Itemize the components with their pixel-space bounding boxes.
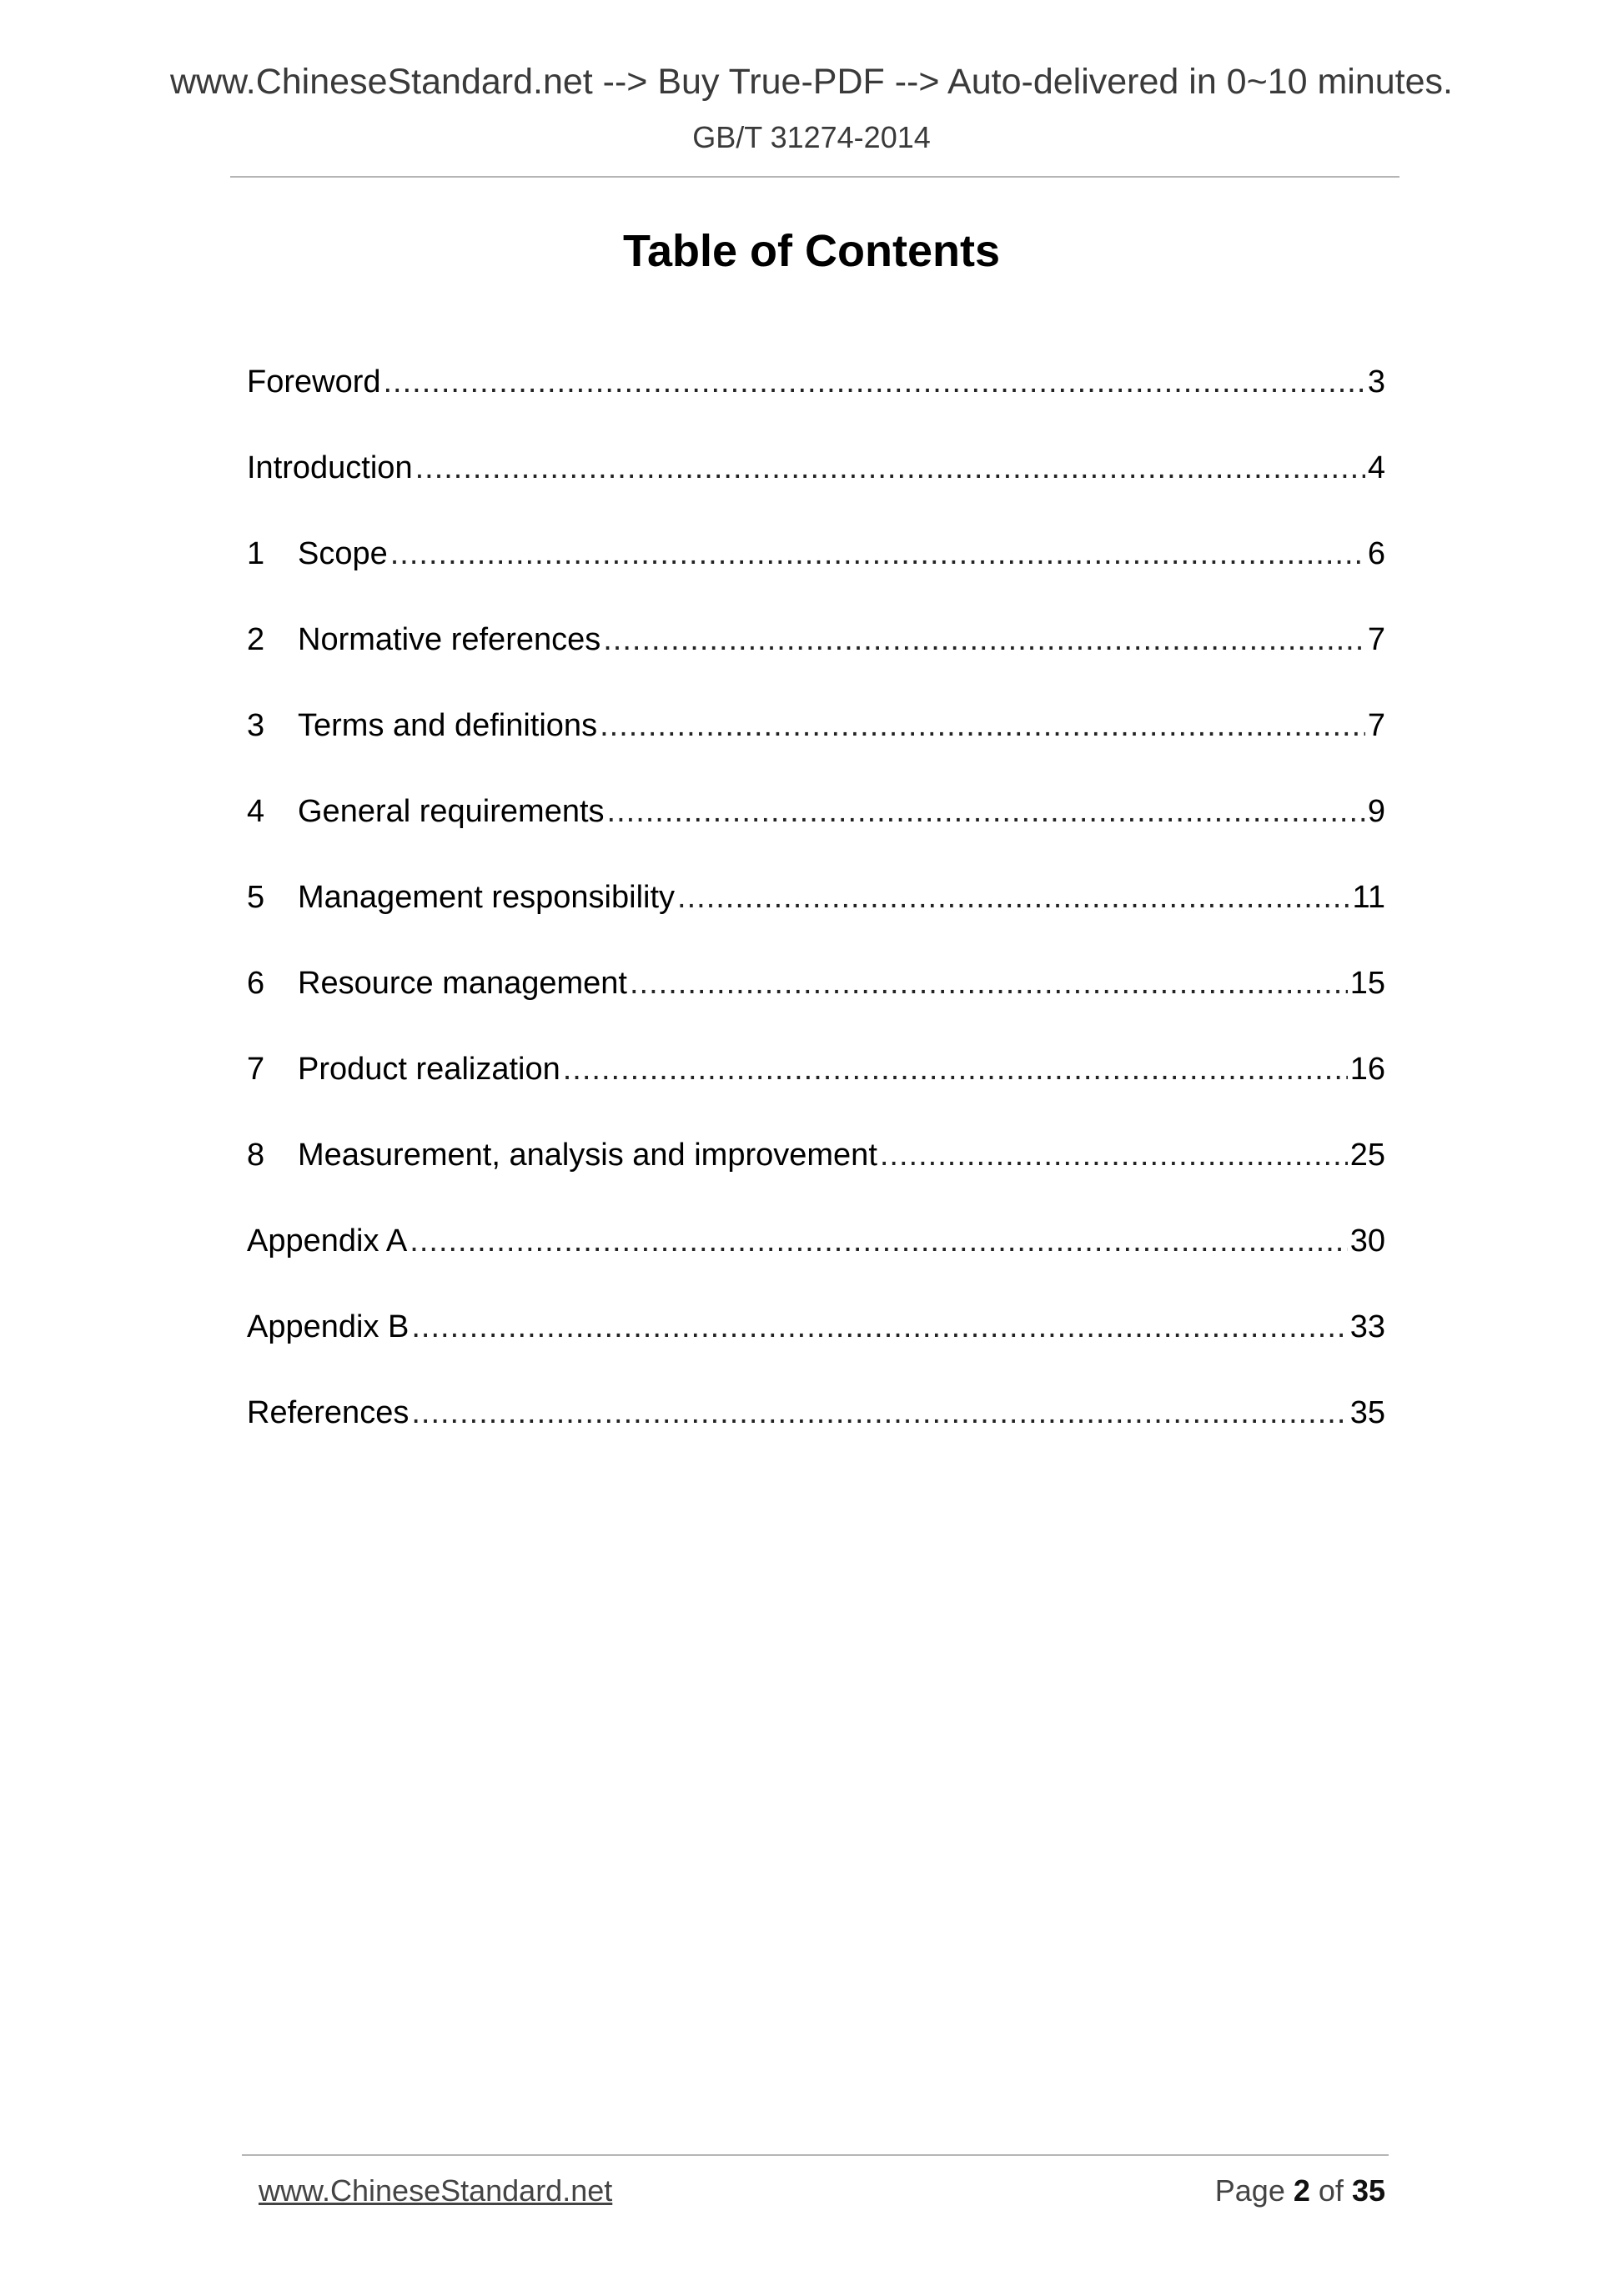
toc-entry-number: 7 (247, 1052, 265, 1087)
toc-entry-resource-management[interactable] (247, 960, 1385, 1046)
toc-entry-product-realization[interactable] (247, 1046, 1385, 1132)
toc-leader-dots (390, 530, 1365, 577)
toc-entry-label: Appendix B (247, 1309, 410, 1344)
toc-entry-page: 15 (1349, 966, 1385, 1001)
toc-entry-number: 4 (247, 794, 265, 829)
toc-leader-dots (677, 874, 1350, 921)
toc-entry-label: References (247, 1395, 410, 1430)
toc-entry-page: 6 (1367, 536, 1385, 571)
header-banner: www.ChineseStandard.net --> Buy True-PDF --> Auto-delivered in 0~10 minutes. (169, 62, 1453, 102)
toc-entry-page: 11 (1352, 880, 1385, 915)
toc-entry-normative-references[interactable] (247, 616, 1385, 702)
toc-entry-label: Scope (298, 536, 388, 571)
toc-entry-scope[interactable] (247, 530, 1385, 616)
toc-leader-dots (411, 1389, 1347, 1436)
toc-entry-foreword[interactable] (247, 359, 1385, 445)
toc-leader-dots (411, 1304, 1347, 1350)
toc-leader-dots (607, 788, 1365, 835)
toc-entry-page: 4 (1367, 450, 1385, 485)
page-prefix: Page (1214, 2173, 1285, 2208)
toc-entry-page: 3 (1367, 364, 1385, 399)
toc-leader-dots (603, 616, 1365, 663)
toc-entry-label: Foreword (247, 364, 381, 399)
total-page-count: 35 (1351, 2173, 1385, 2208)
toc-entry-number: 6 (247, 966, 265, 1001)
page-indicator (1215, 2173, 1385, 2208)
toc-entry-page: 35 (1349, 1395, 1385, 1430)
footer-divider (242, 2154, 1389, 2156)
toc-entry-introduction[interactable] (247, 445, 1385, 530)
toc-entry-page: 9 (1367, 794, 1385, 829)
toc-entry-number: 8 (247, 1138, 265, 1173)
table-of-contents (247, 359, 1385, 1475)
toc-entry-label: Introduction (247, 450, 413, 485)
toc-entry-page: 7 (1367, 622, 1385, 657)
toc-entry-page: 25 (1349, 1138, 1385, 1173)
toc-leader-dots (600, 702, 1365, 749)
header-divider (230, 176, 1399, 178)
toc-entry-label: Resource management (298, 966, 627, 1001)
standard-code: GB/T 31274-2014 (692, 120, 931, 154)
current-page-number: 2 (1293, 2173, 1310, 2208)
toc-entry-label: Normative references (298, 622, 601, 657)
toc-entry-page: 7 (1367, 708, 1385, 743)
toc-leader-dots (563, 1046, 1348, 1093)
toc-leader-dots (880, 1132, 1348, 1178)
toc-entry-appendix-a[interactable] (247, 1218, 1385, 1304)
toc-entry-references[interactable] (247, 1389, 1385, 1475)
toc-entry-label: Measurement, analysis and improvement (298, 1138, 877, 1173)
toc-entry-terms-and-definitions[interactable] (247, 702, 1385, 788)
toc-leader-dots (415, 445, 1365, 491)
toc-entry-page: 33 (1349, 1309, 1385, 1344)
toc-entry-general-requirements[interactable] (247, 788, 1385, 874)
toc-entry-number: 2 (247, 622, 265, 657)
toc-entry-appendix-b[interactable] (247, 1304, 1385, 1389)
toc-entry-number: 3 (247, 708, 265, 743)
toc-entry-page: 30 (1349, 1223, 1385, 1259)
toc-leader-dots (410, 1218, 1347, 1264)
footer-website-link[interactable]: www.ChineseStandard.net (259, 2173, 613, 2208)
toc-entry-label: Product realization (298, 1052, 560, 1087)
toc-entry-label: Management responsibility (298, 880, 676, 915)
toc-entry-page: 16 (1349, 1052, 1385, 1087)
toc-entry-number: 5 (247, 880, 265, 915)
toc-leader-dots (384, 359, 1365, 405)
toc-entry-number: 1 (247, 536, 265, 571)
toc-entry-label: Appendix A (247, 1223, 408, 1259)
toc-leader-dots (630, 960, 1348, 1007)
toc-title: Table of Contents (623, 226, 1000, 276)
toc-entry-measurement-analysis-improvement[interactable] (247, 1132, 1385, 1218)
toc-entry-management-responsibility[interactable] (247, 874, 1385, 960)
toc-entry-label: Terms and definitions (298, 708, 598, 743)
page-of: of (1318, 2173, 1344, 2208)
toc-entry-label: General requirements (298, 794, 605, 829)
